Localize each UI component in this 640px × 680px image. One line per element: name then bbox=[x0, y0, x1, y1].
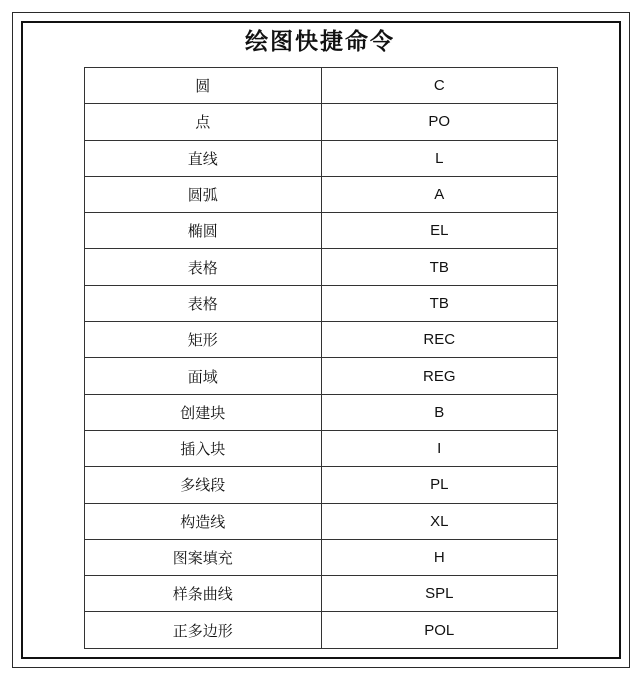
shortcut-command-cell: B bbox=[321, 394, 558, 430]
page-title: 绘图快捷命令 bbox=[245, 29, 395, 55]
drawing-name-cell: 面域 bbox=[85, 358, 322, 394]
table-row bbox=[85, 503, 558, 539]
drawing-name-cell: 点 bbox=[85, 104, 322, 140]
drawing-name-cell: 创建块 bbox=[85, 394, 322, 430]
shortcut-command-cell: L bbox=[321, 140, 558, 176]
drawing-name-cell: 插入块 bbox=[85, 430, 322, 466]
shortcut-command-cell: PL bbox=[321, 467, 558, 503]
table-row bbox=[85, 285, 558, 321]
drawing-name-cell: 椭圆 bbox=[85, 213, 322, 249]
table-row bbox=[85, 467, 558, 503]
shortcut-command-cell: A bbox=[321, 176, 558, 212]
table-row bbox=[85, 104, 558, 140]
drawing-name-cell: 样条曲线 bbox=[85, 576, 322, 612]
shortcut-command-cell: EL bbox=[321, 213, 558, 249]
table-row bbox=[85, 430, 558, 466]
shortcut-command-cell: XL bbox=[321, 503, 558, 539]
shortcut-command-cell: TB bbox=[321, 285, 558, 321]
shortcut-table bbox=[84, 67, 558, 649]
table-row bbox=[85, 576, 558, 612]
drawing-name-cell: 正多边形 bbox=[85, 612, 322, 648]
drawing-name-cell: 图案填充 bbox=[85, 539, 322, 575]
table-row bbox=[85, 140, 558, 176]
table-row bbox=[85, 358, 558, 394]
shortcut-command-cell: REG bbox=[321, 358, 558, 394]
table-row bbox=[85, 68, 558, 104]
table-row bbox=[85, 249, 558, 285]
drawing-name-cell: 直线 bbox=[85, 140, 322, 176]
shortcut-command-cell: C bbox=[321, 68, 558, 104]
drawing-name-cell: 矩形 bbox=[85, 322, 322, 358]
drawing-name-cell: 表格 bbox=[85, 249, 322, 285]
drawing-name-cell: 表格 bbox=[85, 285, 322, 321]
table-row bbox=[85, 213, 558, 249]
drawing-name-cell: 构造线 bbox=[85, 503, 322, 539]
shortcut-command-cell: I bbox=[321, 430, 558, 466]
shortcut-command-cell: SPL bbox=[321, 576, 558, 612]
shortcut-command-cell: TB bbox=[321, 249, 558, 285]
table-row bbox=[85, 394, 558, 430]
shortcut-command-cell: POL bbox=[321, 612, 558, 648]
drawing-name-cell: 圆弧 bbox=[85, 176, 322, 212]
table-row bbox=[85, 612, 558, 648]
drawing-name-cell: 多线段 bbox=[85, 467, 322, 503]
shortcut-command-cell: H bbox=[321, 539, 558, 575]
table-row bbox=[85, 539, 558, 575]
shortcut-command-cell: PO bbox=[321, 104, 558, 140]
table-row bbox=[85, 322, 558, 358]
shortcut-command-cell: REC bbox=[321, 322, 558, 358]
table-body bbox=[85, 68, 558, 649]
table-row bbox=[85, 176, 558, 212]
drawing-name-cell: 圆 bbox=[85, 68, 322, 104]
